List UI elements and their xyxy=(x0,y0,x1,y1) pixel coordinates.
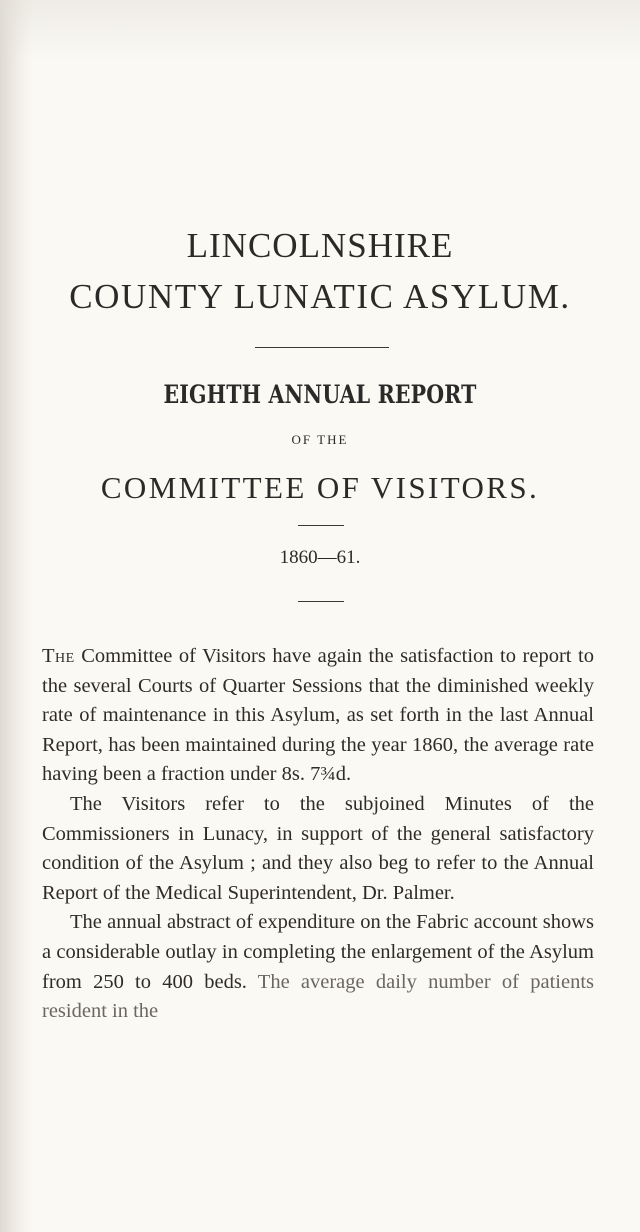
body-text xyxy=(42,642,594,1027)
paragraph-3-faded-text: The average daily number of patients resident in the xyxy=(42,970,594,1023)
paragraph-3 xyxy=(42,908,594,1026)
paragraph-1-text: Committee of Visitors have again the satisfaction to report to the several Courts of Quarter Sessions that the diminished weekly rate of maintenance in this Asylum, as set forth in the last Annual Report, has been maintained during the year 1860, the average rate having been a fraction under 8s. 7¾d. xyxy=(42,645,594,786)
page-edge-shadow xyxy=(0,0,34,1232)
paragraph-3-text: The annual abstract of expenditure on the Fabric account shows a considerable outlay in completing the enlargement of the Asylum from 250 to 400 beds. xyxy=(42,911,594,993)
paragraph-1 xyxy=(42,642,594,790)
of-the-label: OF THE xyxy=(291,432,349,447)
short-divider-lower xyxy=(298,601,344,602)
divider-rule xyxy=(255,347,389,348)
paragraph-2: The Visitors refer to the subjoined Minutes of the Commissioners in Lunacy, in support of the general satisfactory condition of the Asylum ; and they also beg to refer to the Annual Report of the Medical Superintendent, Dr. Palmer. xyxy=(42,792,594,904)
page-top-shadow xyxy=(0,0,640,60)
title-line-1: LINCOLNSHIRE xyxy=(186,226,454,265)
year-range: 1860—61. xyxy=(279,547,361,568)
paragraph-1-lead: The xyxy=(42,645,75,667)
title-line-2: COUNTY LUNATIC ASYLUM. xyxy=(69,277,571,316)
short-divider-upper xyxy=(298,525,344,526)
report-heading: EIGHTH ANNUAL REPORT xyxy=(163,380,477,409)
committee-title: COMMITTEE OF VISITORS. xyxy=(100,470,540,505)
